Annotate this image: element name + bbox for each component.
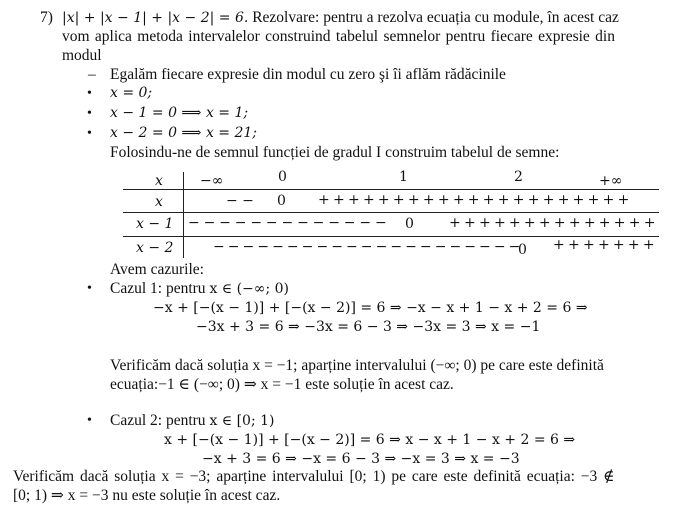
case1-equation-1: −x + [−(x − 1)] + [−(x − 2)] = 6 ⇒ −x − x + 1 − x + 2 = 6 ⇒ bbox=[153, 300, 588, 316]
table-intro: Folosindu-ne de semnul funcției de gradul I construim tabelul de semne: bbox=[110, 144, 560, 161]
case1-verify-1: Verificăm dacă soluția x = −1; aparține intervalului (−∞; 0) pe care este definită bbox=[110, 357, 604, 374]
case1-equation-2: −3x + 3 = 6 ⇒ −3x = 6 − 3 ⇒ −3x = 3 ⇒ x = −1 bbox=[196, 319, 541, 335]
case2-verify-1: Verificăm dacă soluția x = −3; aparține intervalului [0; 1) pe care este definită ecuația: −3 ∉ bbox=[13, 468, 615, 485]
header-point: 1 bbox=[399, 169, 408, 185]
root-3: x − 2 = 0 ⟹ x = 21; bbox=[110, 125, 257, 141]
problem-number: 7) bbox=[40, 9, 53, 26]
table-divider bbox=[183, 172, 184, 258]
row-label: x bbox=[155, 194, 163, 210]
problem-line-1 bbox=[62, 8, 640, 28]
row-zero: 0 bbox=[277, 193, 286, 209]
row-signs-right: + + + + + + + bbox=[553, 237, 655, 253]
step-find-roots: Egalăm fiecare expresie din modul cu zero şi îi aflăm rădăcinile bbox=[110, 66, 506, 83]
case1-title: Cazul 1: pentru x ∈ (−∞; 0) bbox=[110, 280, 289, 297]
bullet-icon: • bbox=[87, 106, 92, 121]
problem-line-3: modul bbox=[62, 47, 102, 64]
problem-line-2: vom aplica metoda intervalelor construind tabelul semnelor pentru fiecare expresie din bbox=[62, 28, 615, 45]
header-point: 2 bbox=[514, 169, 523, 185]
equation: |x| + |x − 1| + |x − 2| = 6. bbox=[62, 10, 249, 26]
row-signs-right: + + + + + + + + + + + + + + + + + + + + + bbox=[318, 192, 629, 208]
case2-equation-2: −x + 3 = 6 ⇒ −x = 6 − 3 ⇒ −x = 3 ⇒ x = −3 bbox=[202, 451, 520, 467]
row-signs-left: − − − − − − − − − − − − − bbox=[188, 215, 387, 231]
header-point: 0 bbox=[278, 169, 287, 185]
case2-title: Cazul 2: pentru x ∈ [0; 1) bbox=[110, 412, 275, 429]
root-1: x = 0; bbox=[110, 85, 153, 101]
bullet-icon: • bbox=[87, 281, 92, 296]
bullet-icon: • bbox=[87, 86, 92, 101]
row-signs-left: − − − − − − − − − − − − − − − − − − − − − bbox=[213, 239, 520, 255]
header-label: x bbox=[155, 173, 163, 189]
case1-interval: x ∈ (−∞; 0) bbox=[209, 281, 289, 297]
case2-equation-1: x + [−(x − 1)] + [−(x − 2)] = 6 ⇒ x − x + 1 − x + 2 = 6 ⇒ bbox=[164, 432, 576, 448]
header-point: +∞ bbox=[599, 173, 623, 189]
row-zero: 0 bbox=[518, 242, 527, 258]
bullet-icon: • bbox=[87, 126, 92, 141]
table-rule bbox=[123, 212, 659, 213]
case2-interval: x ∈ [0; 1) bbox=[209, 413, 275, 429]
row-label: x − 1 bbox=[136, 216, 174, 232]
cases-intro: Avem cazurile: bbox=[110, 261, 204, 278]
case1-verify-2: ecuația:−1 ∈ (−∞; 0) ⇒ x = −1 este soluție în acest caz. bbox=[110, 376, 454, 393]
bullet-icon: • bbox=[87, 413, 92, 428]
row-label: x − 2 bbox=[136, 240, 174, 256]
header-point: −∞ bbox=[200, 173, 224, 189]
case2-verify-2: [0; 1) ⇒ x = −3 nu este soluție în acest caz. bbox=[13, 487, 281, 504]
dash-marker: – bbox=[88, 66, 96, 83]
row-signs-right: + + + + + + + + + + + + + + bbox=[449, 215, 655, 231]
root-2: x − 1 = 0 ⟹ x = 1; bbox=[110, 105, 249, 121]
row-zero: 0 bbox=[405, 216, 414, 232]
row-signs-left: − − bbox=[226, 193, 254, 209]
resolution-intro: Rezolvare: pentru a rezolva ecuația cu module, în acest caz bbox=[248, 9, 619, 26]
